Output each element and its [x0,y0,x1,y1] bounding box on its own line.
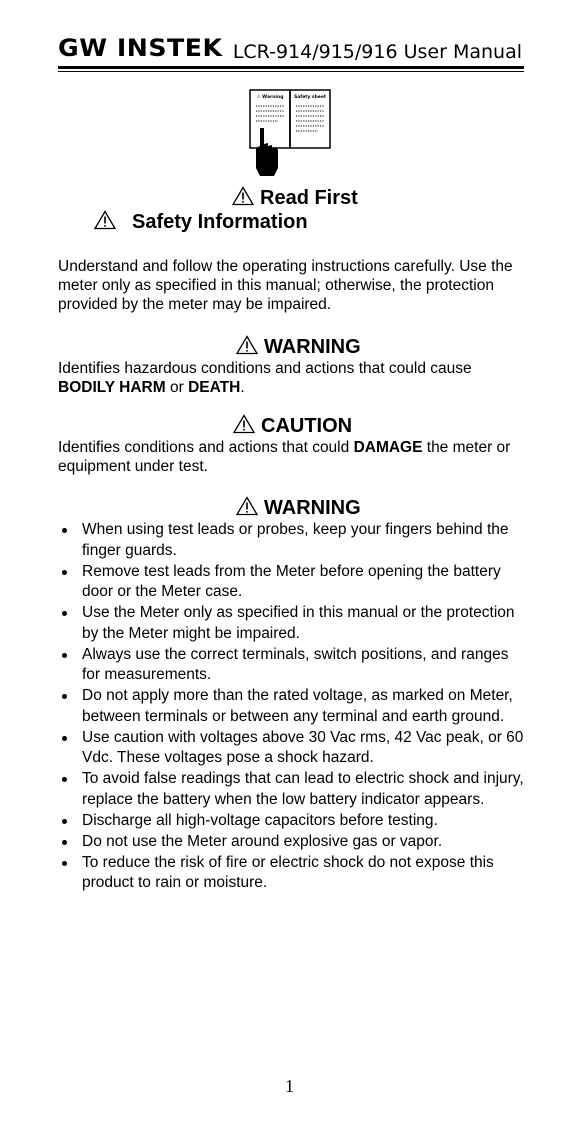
warning-triangle-icon [236,496,258,516]
list-item [58,603,524,644]
page-header [58,34,524,74]
list-item-text: Use caution with voltages above 30 Vac rms, 42 Vac peak, or 60 Vdc. These voltages pose a shock hazard. [82,728,524,766]
list-item-text: When using test leads or probes, keep your fingers behind the finger guards. [82,521,509,559]
warning-triangle-icon [232,186,254,206]
manual-title: LCR-914/915/916 User Manual [232,41,522,63]
death-text: DEATH [188,379,241,396]
bullet-dot-icon [62,570,67,575]
header-rule-thick [58,66,524,69]
caution-def-text-post: the meter or equipment under test. [58,439,511,475]
list-item-text: Use the Meter only as specified in this manual or the protection by the Meter might be impaired. [82,604,515,642]
warning-def-heading [236,335,361,359]
warning-def-period: . [240,379,245,396]
bullet-dot-icon [62,777,67,782]
bullet-dot-icon [62,840,67,845]
list-item [58,769,524,810]
bodily-harm-text: BODILY HARM [58,379,166,396]
warning-def-text: Identifies hazardous conditions and actions that could cause [58,360,472,377]
warning-def-title: WARNING [264,336,361,358]
bullet-dot-icon [62,528,67,533]
page-number: 1 [285,1076,294,1096]
list-item [58,520,524,561]
brand-logo: GW INSTEK [58,34,223,62]
caution-def-paragraph [58,438,524,476]
list-item [58,728,524,769]
warning-list-title: WARNING [264,497,361,519]
list-item-text: Discharge all high-voltage capacitors before testing. [82,811,438,829]
list-item [58,832,524,853]
list-item-text: Do not use the Meter around explosive gas or vapor. [82,832,443,850]
open-book-icon [248,88,332,178]
list-item [58,853,524,894]
list-item-text: Always use the correct terminals, switch positions, and ranges for measurements. [82,645,509,683]
list-item [58,562,524,603]
bullet-dot-icon [62,736,67,741]
warning-triangle-icon [236,335,258,355]
read-first-text: Read First [260,187,358,209]
bullet-dot-icon [62,819,67,824]
warning-triangle-icon [94,210,116,230]
read-first-heading [232,186,358,210]
header-rule-thin [58,71,524,72]
warning-triangle-icon [233,414,255,434]
caution-def-title: CAUTION [261,415,353,437]
list-item-text: To avoid false readings that can lead to electric shock and injury, replace the battery when the low battery indicator appears. [82,770,524,808]
list-item-text: Remove test leads from the Meter before opening the battery door or the Meter case. [82,562,501,600]
bullet-dot-icon [62,694,67,699]
bullet-dot-icon [62,653,67,658]
list-item [58,811,524,832]
warning-def-paragraph [58,359,524,397]
caution-def-heading [233,414,352,438]
list-item [58,686,524,727]
safety-info-text: Safety Information [132,211,308,233]
warning-list [58,520,524,894]
list-item-text: Do not apply more than the rated voltage, as marked on Meter, between terminals or between any terminal and earth ground. [82,687,513,725]
bullet-dot-icon [62,611,67,616]
book-right-title: Safety sheet [293,95,327,100]
warning-list-heading [236,496,361,520]
caution-def-text: Identifies conditions and actions that could [58,439,354,456]
bullet-dot-icon [62,861,67,866]
damage-text: DAMAGE [353,439,423,456]
safety-info-heading [94,210,308,234]
intro-paragraph: Understand and follow the operating instructions carefully. Use the meter only as specified in this manual; otherwise, the protection provided by the meter may be impaired. [58,258,513,313]
book-left-title: ⚠ Warning [256,95,284,100]
list-item-text: To reduce the risk of fire or electric shock do not expose this product to rain or moisture. [82,853,494,891]
list-item [58,645,524,686]
warning-def-or: or [165,379,189,396]
